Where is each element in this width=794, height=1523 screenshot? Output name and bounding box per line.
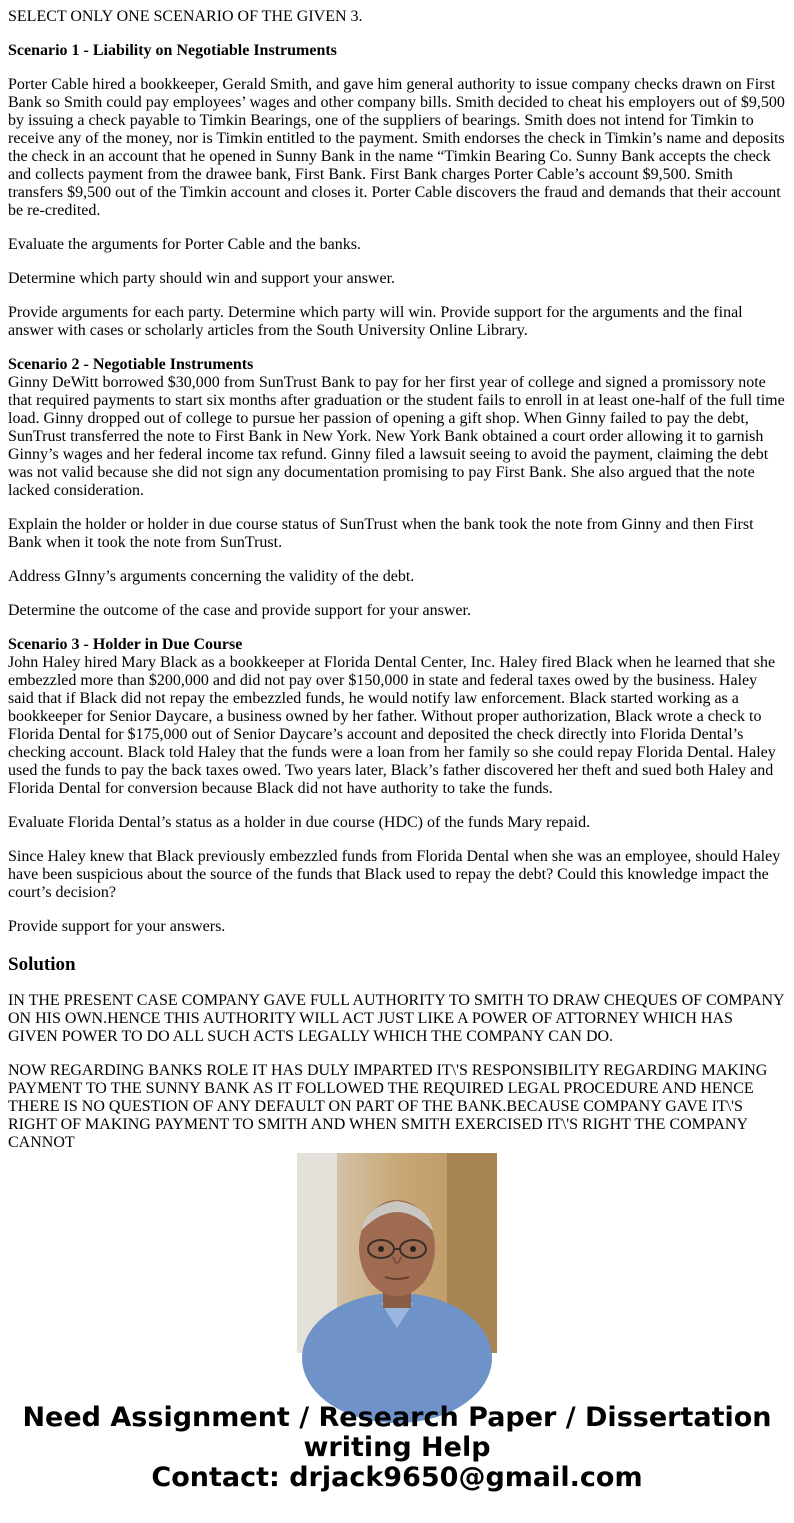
scenario-1-title: Scenario 1 - Liability on Negotiable Instruments xyxy=(8,42,337,59)
scenario-2-question-1: Explain the holder or holder in due course status of SunTrust when the bank took the note from Ginny and then First Bank when it took the note from SunTrust. xyxy=(8,516,754,551)
author-avatar xyxy=(297,1153,497,1353)
scenario-1-question-2: Determine which party should win and support your answer. xyxy=(8,270,396,287)
scenario-1-body: Porter Cable hired a bookkeeper, Gerald Smith, and gave him general authority to issue company checks drawn on First Bank so Smith could pay employees’ wages and other company bills. Smith decided to cheat his employers out of $9,500 by issuing a check payable to Timkin Bearings, one of the suppliers of bearings. Smith does not intend for Timkin to receive any of the money, nor is Timkin entitled to the payment. Smith endorses the check in Timkin’s name and deposits the check in an account that he opened in Sunny Bank in the name “Timkin Bearing Co. Sunny Bank accepts the check and collects payment from the drawee bank, First Bank. First Bank charges Porter Cable’s account $9,500. Smith transfers $9,500 out of the Timkin account and closes it. Porter Cable discovers the fraud and demands that their account be re-credited. xyxy=(8,76,785,219)
author-portrait-image xyxy=(297,1153,497,1353)
scenario-3-question-2: Since Haley knew that Black previously embezzled funds from Florida Dental when she was an employee, should Haley have been suspicious about the source of the funds that Black used to repay the debt? Could this knowledge impact the court’s decision? xyxy=(8,848,781,901)
scenario-3-question-1: Evaluate Florida Dental’s status as a holder in due course (HDC) of the funds Mary repaid. xyxy=(8,814,591,831)
promo-contact-line: Contact: drjack9650@gmail.com xyxy=(151,1462,643,1493)
solution-heading: Solution xyxy=(8,954,76,975)
promo-line-2: writing Help xyxy=(303,1432,491,1463)
promo-footer xyxy=(0,1403,794,1493)
scenario-2-question-3: Determine the outcome of the case and provide support for your answer. xyxy=(8,602,471,619)
scenario-1-question-3: Provide arguments for each party. Determine which party will win. Provide support for the arguments and the final answer with cases or scholarly articles from the South University Online Library. xyxy=(8,304,743,339)
scenario-3-title: Scenario 3 - Holder in Due Course xyxy=(8,636,243,653)
document-content xyxy=(8,8,786,1151)
scenario-1-question-1: Evaluate the arguments for Porter Cable and the banks. xyxy=(8,236,361,253)
scenario-2-question-2: Address GInny’s arguments concerning the validity of the debt. xyxy=(8,568,415,585)
scenario-2-title: Scenario 2 - Negotiable Instruments xyxy=(8,356,254,373)
scenario-3-body: John Haley hired Mary Black as a bookkeeper at Florida Dental Center, Inc. Haley fired Black when he learned that she embezzled more than $200,000 and did not pay over $150,000 in state and federal taxes owed by the business. Haley said that if Black did not repay the embezzled funds, he would notify law enforcement. Black started working as a bookkeeper for Senior Daycare, a business owned by her father. Without proper authorization, Black wrote a check to Florida Dental for $175,000 out of Senior Daycare’s account and deposited the check directly into Florida Dental’s checking account. Black told Haley that the funds were a loan from her family so she could repay Florida Dental. Haley used the funds to pay the back taxes owed. Two years later, Black’s father discovered her theft and sued both Haley and Florida Dental for conversion because Black did not have authority to take the funds. xyxy=(8,654,776,797)
scenario-2-body: Ginny DeWitt borrowed $30,000 from SunTrust Bank to pay for her first year of college and signed a promissory note that required payments to start six months after graduation or the student fails to enroll in at least one-half of the full time load. Ginny dropped out of college to pursue her passion of opening a gift shop. When Ginny failed to pay the debt, SunTrust transferred the note to First Bank in New York. New York Bank obtained a court order allowing it to garnish Ginny’s wages and her federal income tax refund. Ginny filed a lawsuit seeing to avoid the payment, claiming the debt was not valid because she did not sign any documentation promising to pay First Bank. She also argued that the note lacked consideration. xyxy=(8,374,785,499)
solution-body xyxy=(8,992,786,1151)
solution-paragraph-1: IN THE PRESENT CASE COMPANY GAVE FULL AUTHORITY TO SMITH TO DRAW CHEQUES OF COMPANY ON HIS OWN.HENCE THIS AUTHORITY WILL ACT JUST LIKE A POWER OF ATTORNEY WHICH HAS GIVEN POWER TO DO ALL SUCH ACTS LEGALLY WHICH THE COMPANY CAN DO. xyxy=(8,992,785,1045)
solution-paragraph-2: NOW REGARDING BANKS ROLE IT HAS DULY IMPARTED IT\'S RESPONSIBILITY REGARDING MAKING PAYMENT TO THE SUNNY BANK AS IT FOLLOWED THE REQUIRED LEGAL PROCEDURE AND HENCE THERE IS NO QUESTION OF ANY DEFAULT ON PART OF THE BANK.BECAUSE COMPANY GAVE IT\'S RIGHT OF MAKING PAYMENT TO SMITH AND WHEN SMITH EXERCISED IT\'S RIGHT THE COMPANY CANNOT xyxy=(8,1062,768,1151)
intro-instruction: SELECT ONLY ONE SCENARIO OF THE GIVEN 3. xyxy=(8,8,363,25)
promo-line-1: Need Assignment / Research Paper / Dissertation xyxy=(22,1402,772,1433)
scenario-3-question-3: Provide support for your answers. xyxy=(8,918,226,935)
